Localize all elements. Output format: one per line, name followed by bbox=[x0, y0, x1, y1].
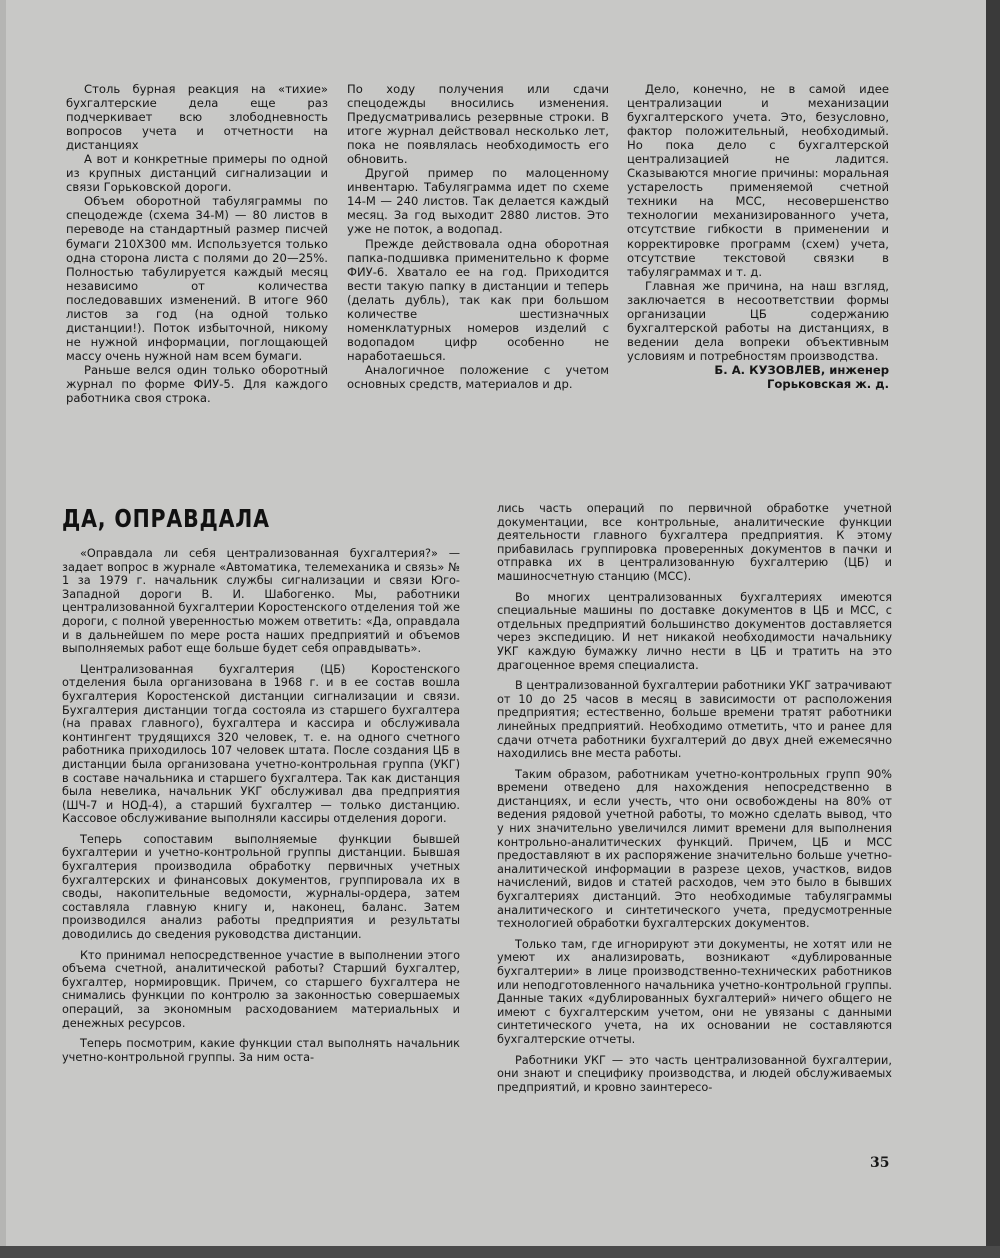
paragraph: Объем оборотной табуляграммы по спецодежде (схема 34-М) — 80 листов в переводе на стандартный размер писчей бумаги 210Х300 мм. Используется только одна сторона листа с полями до 20—25%. Полностью табулируется каждый месяц независимо от количества последовавших изменений. В итоге 960 листов за год (на одной только дистанции!). Поток избыточной, никому не нужной информации, поглощающей массу очень нужной нам всем бумаги. bbox=[66, 194, 328, 363]
author-name: Б. А. КУЗОВЛЕВ, инженер bbox=[714, 362, 889, 377]
top-article-column-right bbox=[627, 82, 889, 391]
paragraph: Централизованная бухгалтерия (ЦБ) Коростенского отделения была организована в 1968 г. и в ее состав вошла бухгалтерия Коростенской дистанции сигнализации и связи. Бухгалтерия дистанции тогда состояла из старшего бухгалтера (на правах главного), бухгалтера и кассира и обслуживала контингент трудящихся 320 человек, т. е. на одного счетного работника приходилось 107 человек штата. После создания ЦБ в дистанции была организована учетно-контрольная группа (УКГ) в составе начальника и старшего бухгалтера. Так как дистанция была невелика, начальник УКГ обслуживал два предприятия (ШЧ-7 и НОД-4), а старший бухгалтер — только дистанцию. Кассовое обслуживание выполняли кассиры отделения дороги. bbox=[62, 662, 460, 826]
paragraph: Теперь посмотрим, какие функции стал выполнять начальник учетно-контрольной группы. За ним оста- bbox=[62, 1037, 460, 1064]
paragraph: лись часть операций по первичной обработке учетной документации, все контрольные, аналитические функции деятельности главного бухгалтера предприятия. К этому прибавилась группировка проверенных документов в пачки и отправка их в централизованную бухгалтерию (ЦБ) и машиносчетную станцию (МСС). bbox=[497, 502, 892, 583]
author-signature bbox=[627, 363, 889, 391]
author-organization: Горьковская ж. д. bbox=[767, 376, 889, 391]
paragraph: А вот и конкретные примеры по одной из крупных дистанций сигнализации и связи Горьковской дороги. bbox=[66, 152, 328, 195]
page-edge-left bbox=[0, 0, 6, 1258]
paragraph: Прежде действовала одна оборотная папка-подшивка применительно к форме ФИУ-6. Хватало ее на год. Приходится вести такую папку в дистанции и теперь (делать дубль), так как при большом количестве шестизначных номенклатурных номеров изделий с водопадом цифр особенно не наработаешься. bbox=[347, 236, 609, 363]
page-edge-bottom bbox=[0, 1246, 1000, 1258]
paragraph: Во многих централизованных бухгалтериях имеются специальные машины по доставке документов в ЦБ и МСС, с отдельных предприятий большинство документов доставляется через экспедицию. И нет никакой необходимости начальнику УКГ каждую бумажку лично нести в ЦБ и тратить на это драгоценное время специалиста. bbox=[497, 590, 892, 672]
article-headline: ДА, ОПРАВДАЛА bbox=[62, 504, 270, 533]
top-article-column-middle bbox=[347, 82, 609, 391]
paragraph: Работники УКГ — это часть централизованной бухгалтерии, они знают и специфику производства, и людей обслуживаемых предприятий, и кровно заинтересо- bbox=[497, 1053, 892, 1094]
paragraph: Кто принимал непосредственное участие в выполнении этого объема счетной, аналитической работы? Старший бухгалтер, бухгалтер, нормировщик. Причем, со старшего бухгалтера не снимались функции по контролю за законностью совершаемых операций, за экономным расходованием материальных и денежных ресурсов. bbox=[62, 948, 460, 1030]
page-number: 35 bbox=[870, 1155, 890, 1171]
paragraph: В централизованной бухгалтерии работники УКГ затрачивают от 10 до 25 часов в месяц в зависимости от расположения предприятия; естественно, больше времени тратят работники линейных предприятий. Необходимо отметить, что и ранее для сдачи отчета работники бухгалтерий до двух дней ежемесячно находились вне места работы. bbox=[497, 679, 892, 761]
paragraph: По ходу получения или сдачи спецодежды вносились изменения. Предусматривались резервные строки. В итоге журнал действовал несколько лет, пока не появлялась необходимость его обновить. bbox=[347, 82, 609, 167]
paragraph: Главная же причина, на наш взгляд, заключается в несоответствии формы организации ЦБ содержанию бухгалтерской работы на дистанциях, в ведении дела вопреки объективным условиям и потребностям производства. bbox=[627, 278, 889, 363]
paragraph: Раньше велся один только оборотный журнал по форме ФИУ-5. Для каждого работника своя строка. bbox=[66, 362, 328, 406]
paragraph: «Оправдала ли себя централизованная бухгалтерия?» — задает вопрос в журнале «Автоматика, телемеханика и связь» № 1 за 1979 г. начальник службы сигнализации и связи Юго-Западной дороги В. И. Шабогенко. Мы, работники централизованной бухгалтерии Коростенского отделения той же дороги, с полной уверенностью можем ответить: «Да, оправдала и в дальнейшем по мере роста наших предприятий и объемов выполняемых работ еще больше будет себя оправдывать». bbox=[62, 547, 460, 656]
top-article-column-left bbox=[66, 82, 328, 405]
page-edge-right bbox=[986, 0, 1000, 1258]
paragraph: Теперь сопоставим выполняемые функции бывшей бухгалтерии и учетно-контрольной группы дистанции. Бывшая бухгалтерия производила обработку первичных учетных бухгалтерских и финансовых документов, группировала их в своды, накопительные ведомости, журналы-ордера, затем составляла главную книгу и, наконец, баланс. Затем производился анализ работы предприятия и результаты доводились до сведения руководства дистанции. bbox=[62, 832, 460, 942]
paragraph: Только там, где игнорируют эти документы, не хотят или не умеют их анализировать, возникают «дублированные бухгалтерии» в лице производственно-технических работников или неподготовленного начальника учетно-контрольной группы. Данные таких «дублированных бухгалтерий» ничего общего не имеют с бухгалтерским учетом, они не увязаны с данными синтетического учета, на их основании не составляются бухгалтерские отчеты. bbox=[497, 937, 892, 1046]
paragraph: Дело, конечно, не в самой идее централизации и механизации бухгалтерского учета. Это, безусловно, фактор положительный, необходимый. Но пока дело с бухгалтерской централизацией не ладится. Сказываются многие причины: моральная устарелость применяемой счетной техники на МСС, несовершенство технологии механизированного учета, отсутствие гибкости в применении и корректировке программ (схем) учета, отсутствие текстовой связки в табуляграммах и т. д. bbox=[627, 82, 889, 279]
main-article-column-right bbox=[497, 502, 892, 1101]
paragraph: Аналогичное положение с учетом основных средств, материалов и др. bbox=[347, 362, 609, 391]
main-article-column-left bbox=[62, 547, 460, 1071]
paragraph: Таким образом, работникам учетно-контрольных групп 90% времени отведено для нахождения непосредственно в дистанциях, и если учесть, что они освобождены на 80% от ведения рядовой учетной работы, то можно сделать вывод, что у них значительно увеличился лимит времени для выполнения контрольно-аналитических функций. Причем, ЦБ и МСС предоставляют в их распоряжение значительно больше учетно-аналитической информации в разрезе цехов, участков, видов начислений, видов и статей расходов, чем это было в бывших бухгалтериях дистанций. Это необходимые табуляграммы аналитического и синтетического учета, предусмотренные технологией обработки бухгалтерских документов. bbox=[497, 767, 892, 931]
paragraph: Столь бурная реакция на «тихие» бухгалтерские дела еще раз подчеркивает всю злободневность вопросов учета и отчетности на дистанциях bbox=[66, 82, 328, 153]
paragraph: Другой пример по малоценному инвентарю. Табуляграмма идет по схеме 14-М — 240 листов. Так делается каждый месяц. За год выходит 2880 листов. Это уже не поток, а водопад. bbox=[347, 166, 609, 237]
